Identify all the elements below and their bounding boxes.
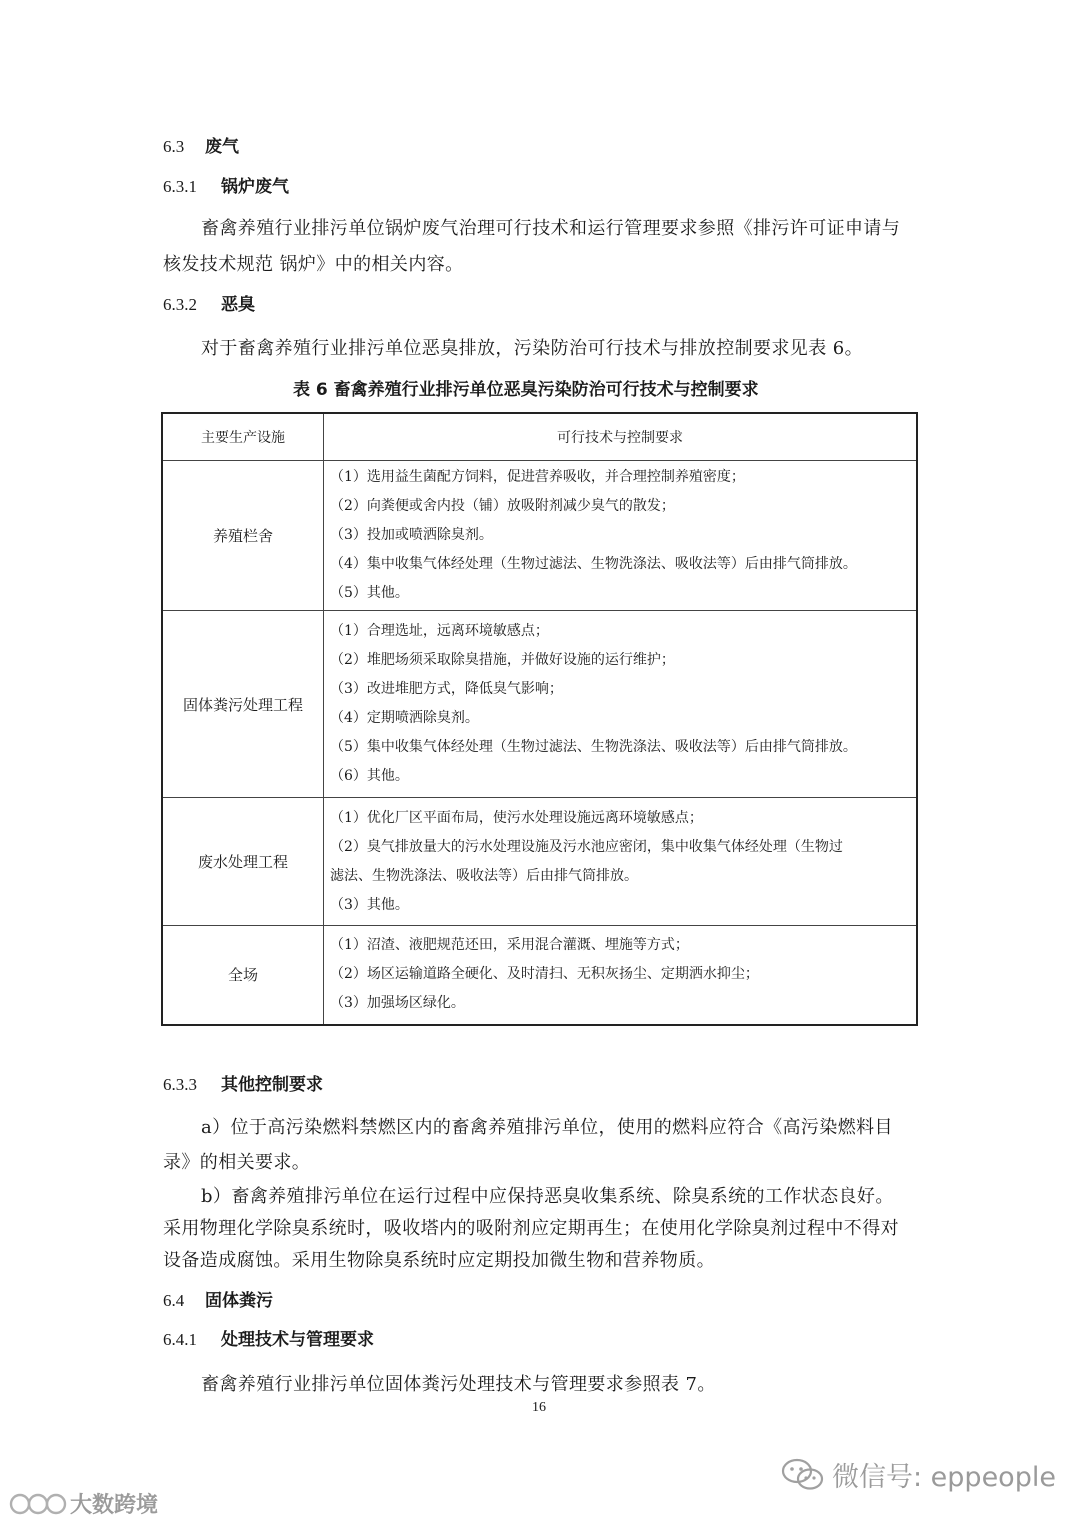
- brand-watermark: [8, 1488, 158, 1519]
- paragraph-6-3-3-b-line2: 采用物理化学除臭系统时，吸收塔内的吸附剂应定期再生；在使用化学除臭剂过程中不得对: [163, 1218, 899, 1239]
- heading-6-3: 6.3 废气: [163, 137, 239, 157]
- paragraph-6-3-3-a-line1: a）位于高污染燃料禁燃区内的畜禽养殖排污单位，使用的燃料应符合《高污染燃料目: [201, 1117, 893, 1138]
- brand-logo-icon: [8, 1490, 68, 1518]
- requirement-item: （1）选用益生菌配方饲料，促进营养吸收，并合理控制养殖密度；: [330, 469, 745, 485]
- requirement-item: 滤法、生物洗涤法、吸收法等）后由排气筒排放。: [330, 867, 638, 884]
- requirement-item: （1）优化厂区平面布局，使污水处理设施远离环境敏感点；: [330, 809, 703, 826]
- wechat-watermark: [780, 1455, 1056, 1494]
- paragraph-6-3-1-line1: 畜禽养殖行业排污单位锅炉废气治理可行技术和运行管理要求参照《排污许可证申请与: [201, 218, 901, 239]
- requirement-item: （3）投加或喷洒除臭剂。: [330, 527, 493, 543]
- facility-cell: 废水处理工程: [162, 798, 324, 926]
- table-6-caption: 表 6 畜禽养殖行业排污单位恶臭污染防治可行技术与控制要求: [293, 380, 759, 400]
- header-facility: 主要生产设施: [162, 413, 324, 461]
- requirements-cell: [324, 611, 918, 798]
- paragraph-6-3-1-line2: 核发技术规范 锅炉》中的相关内容。: [163, 254, 464, 275]
- heading-6-4-1: 6.4.1 处理技术与管理要求: [163, 1330, 374, 1350]
- requirement-item: （6）其他。: [330, 768, 409, 784]
- table-row: [162, 798, 917, 926]
- paragraph-6-3-3-b-line3: 设备造成腐蚀。采用生物除臭系统时应定期投加微生物和营养物质。: [163, 1250, 715, 1271]
- requirement-item: （2）向粪便或舍内投（铺）放吸附剂减少臭气的散发；: [330, 498, 675, 514]
- requirement-item: （2）臭气排放量大的污水处理设施及污水池应密闭，集中收集气体经处理（生物过: [330, 838, 843, 855]
- requirement-item: （3）其他。: [330, 896, 409, 913]
- heading-6-3-1: 6.3.1 锅炉废气: [163, 177, 289, 197]
- heading-6-3-2: 6.3.2 恶臭: [163, 295, 255, 315]
- requirements-cell: [324, 461, 918, 611]
- requirements-cell: [324, 798, 918, 926]
- header-requirements: 可行技术与控制要求: [324, 413, 918, 461]
- facility-cell: 养殖栏舍: [162, 461, 324, 611]
- paragraph-6-4-1: 畜禽养殖行业排污单位固体粪污处理技术与管理要求参照表 7。: [201, 1374, 716, 1395]
- requirement-item: （3）改进堆肥方式，降低臭气影响；: [330, 681, 563, 697]
- requirement-item: （1）沼渣、液肥规范还田，采用混合灌溉、埋施等方式；: [330, 937, 689, 954]
- requirement-item: （5）其他。: [330, 585, 409, 601]
- requirement-item: （2）场区运输道路全硬化、及时清扫、无积灰扬尘、定期洒水抑尘；: [330, 966, 759, 983]
- brand-watermark-text: 大数跨境: [70, 1493, 159, 1518]
- table-row: [162, 926, 917, 1025]
- watermark-text: 微信号: eppeople: [832, 1462, 1056, 1493]
- wechat-icon: [780, 1457, 826, 1493]
- facility-cell: 全场: [162, 926, 324, 1025]
- paragraph-6-3-3-a-line2: 录》的相关要求。: [163, 1152, 311, 1173]
- requirement-item: （3）加强场区绿化。: [330, 995, 465, 1012]
- facility-cell: 固体粪污处理工程: [162, 611, 324, 798]
- requirement-item: （4）集中收集气体经处理（生物过滤法、生物洗涤法、吸收法等）后由排气筒排放。: [330, 556, 857, 572]
- requirements-cell: [324, 926, 918, 1025]
- heading-6-4: 6.4 固体粪污: [163, 1291, 273, 1311]
- table-row: [162, 461, 917, 611]
- requirement-item: （5）集中收集气体经处理（生物过滤法、生物洗涤法、吸收法等）后由排气筒排放。: [330, 739, 857, 755]
- table-6: [161, 412, 918, 1026]
- paragraph-6-3-2: 对于畜禽养殖行业排污单位恶臭排放，污染防治可行技术与排放控制要求见表 6。: [201, 338, 863, 359]
- table-header-row: [162, 413, 917, 461]
- requirement-item: （2）堆肥场须采取除臭措施，并做好设施的运行维护；: [330, 652, 675, 668]
- paragraph-6-3-3-b-line1: b）畜禽养殖排污单位在运行过程中应保持恶臭收集系统、除臭系统的工作状态良好。: [201, 1186, 894, 1207]
- page-number: 16: [532, 1400, 546, 1415]
- requirement-item: （1）合理选址，远离环境敏感点；: [330, 623, 549, 639]
- table-row: [162, 611, 917, 798]
- heading-6-3-3: 6.3.3 其他控制要求: [163, 1075, 323, 1095]
- requirement-item: （4）定期喷洒除臭剂。: [330, 710, 479, 726]
